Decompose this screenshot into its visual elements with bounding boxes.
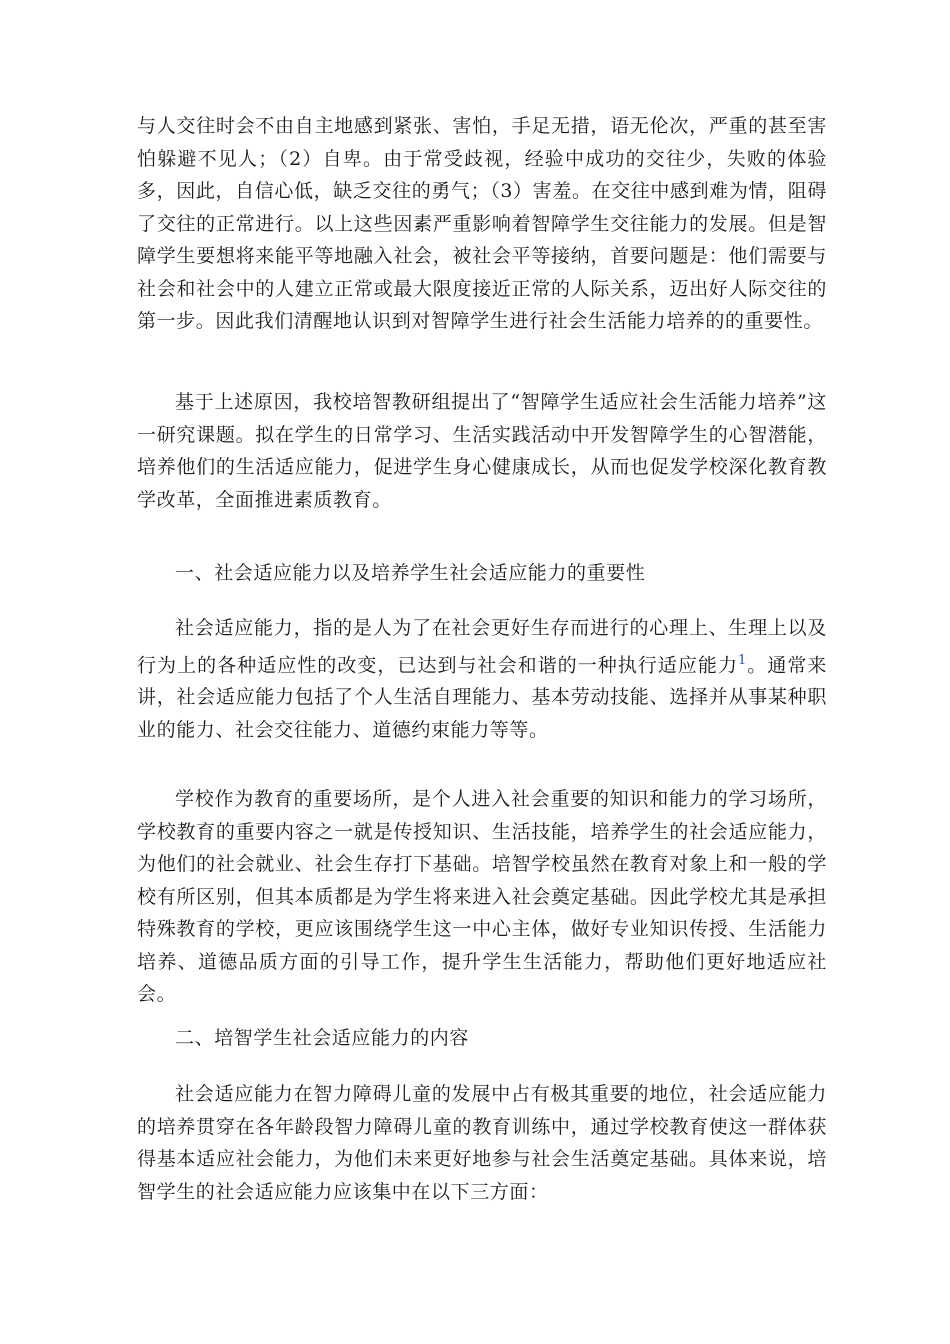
definition-text-part2: 。通常来讲，社会适应能力包括了个人生活自理能力、基本劳动技能、选择并从事某种职业的能力、社会交往能力、道德约束能力等等。: [137, 653, 827, 741]
definition-text-part1: 社会适应能力，指的是人为了在社会更好生存而进行的心理上、生理上以及行为上的各种适应性的改变，已达到与社会和谐的一种执行适应能力: [137, 617, 827, 676]
body-paragraph-ability-content: 社会适应能力在智力障碍儿童的发展中占有极其重要的地位，社会适应能力的培养贯穿在各年龄段智力障碍儿童的教育训练中，通过学校教育使这一群体获得基本适应社会能力，为他们未来更好地参与社会生活奠定基础。具体来说，培智学生的社会适应能力应该集中在以下三方面：: [137, 1083, 827, 1203]
body-paragraph-social-barriers: 与人交往时会不由自主地感到紧张、害怕，手足无措，语无伦次，严重的甚至害怕躲避不见人；（2）自卑。由于常受歧视，经验中成功的交往少，失败的体验多，因此，自信心低，缺乏交往的勇气；（3）害羞。在交往中感到难为情，阻碍了交往的正常进行。以上这些因素严重影响着智障学生交往能力的发展。但是智障学生要想将来能平等地融入社会，被社会平等接纳，首要问题是：他们需要与社会和社会中的人建立正常或最大限度接近正常的人际关系，迈出好人际交往的第一步。因此我们清醒地认识到对智障学生进行社会生活能力培养的的重要性。: [137, 115, 827, 332]
section-heading-content: 二、培智学生社会适应能力的内容: [175, 1027, 470, 1049]
footnote-reference[interactable]: 1: [737, 652, 747, 668]
body-paragraph-definition: [137, 612, 827, 746]
body-paragraph-school-role: 学校作为教育的重要场所，是个人进入社会重要的知识和能力的学习场所，学校教育的重要内容之一就是传授知识、生活技能，培养学生的社会适应能力，为他们的社会就业、社会生存打下基础。培智学校虽然在教育对象上和一般的学校有所区别，但其本质都是为学生将来进入社会奠定基础。因此学校尤其是承担特殊教育的学校，更应该围绕学生这一中心主体，做好专业知识传授、生活能力培养、道德品质方面的引导工作，提升学生生活能力，帮助他们更好地适应社会。: [137, 788, 827, 1005]
section-heading-importance: 一、社会适应能力以及培养学生社会适应能力的重要性: [175, 562, 646, 584]
body-paragraph-research-topic: 基于上述原因，我校培智教研组提出了“智障学生适应社会生活能力培养”这一研究课题。拟在学生的日常学习、生活实践活动中开发智障学生的心智潜能，培养他们的生活适应能力，促进学生身心健康成长，从而也促发学校深化教育教学改革，全面推进素质教育。: [137, 391, 827, 511]
